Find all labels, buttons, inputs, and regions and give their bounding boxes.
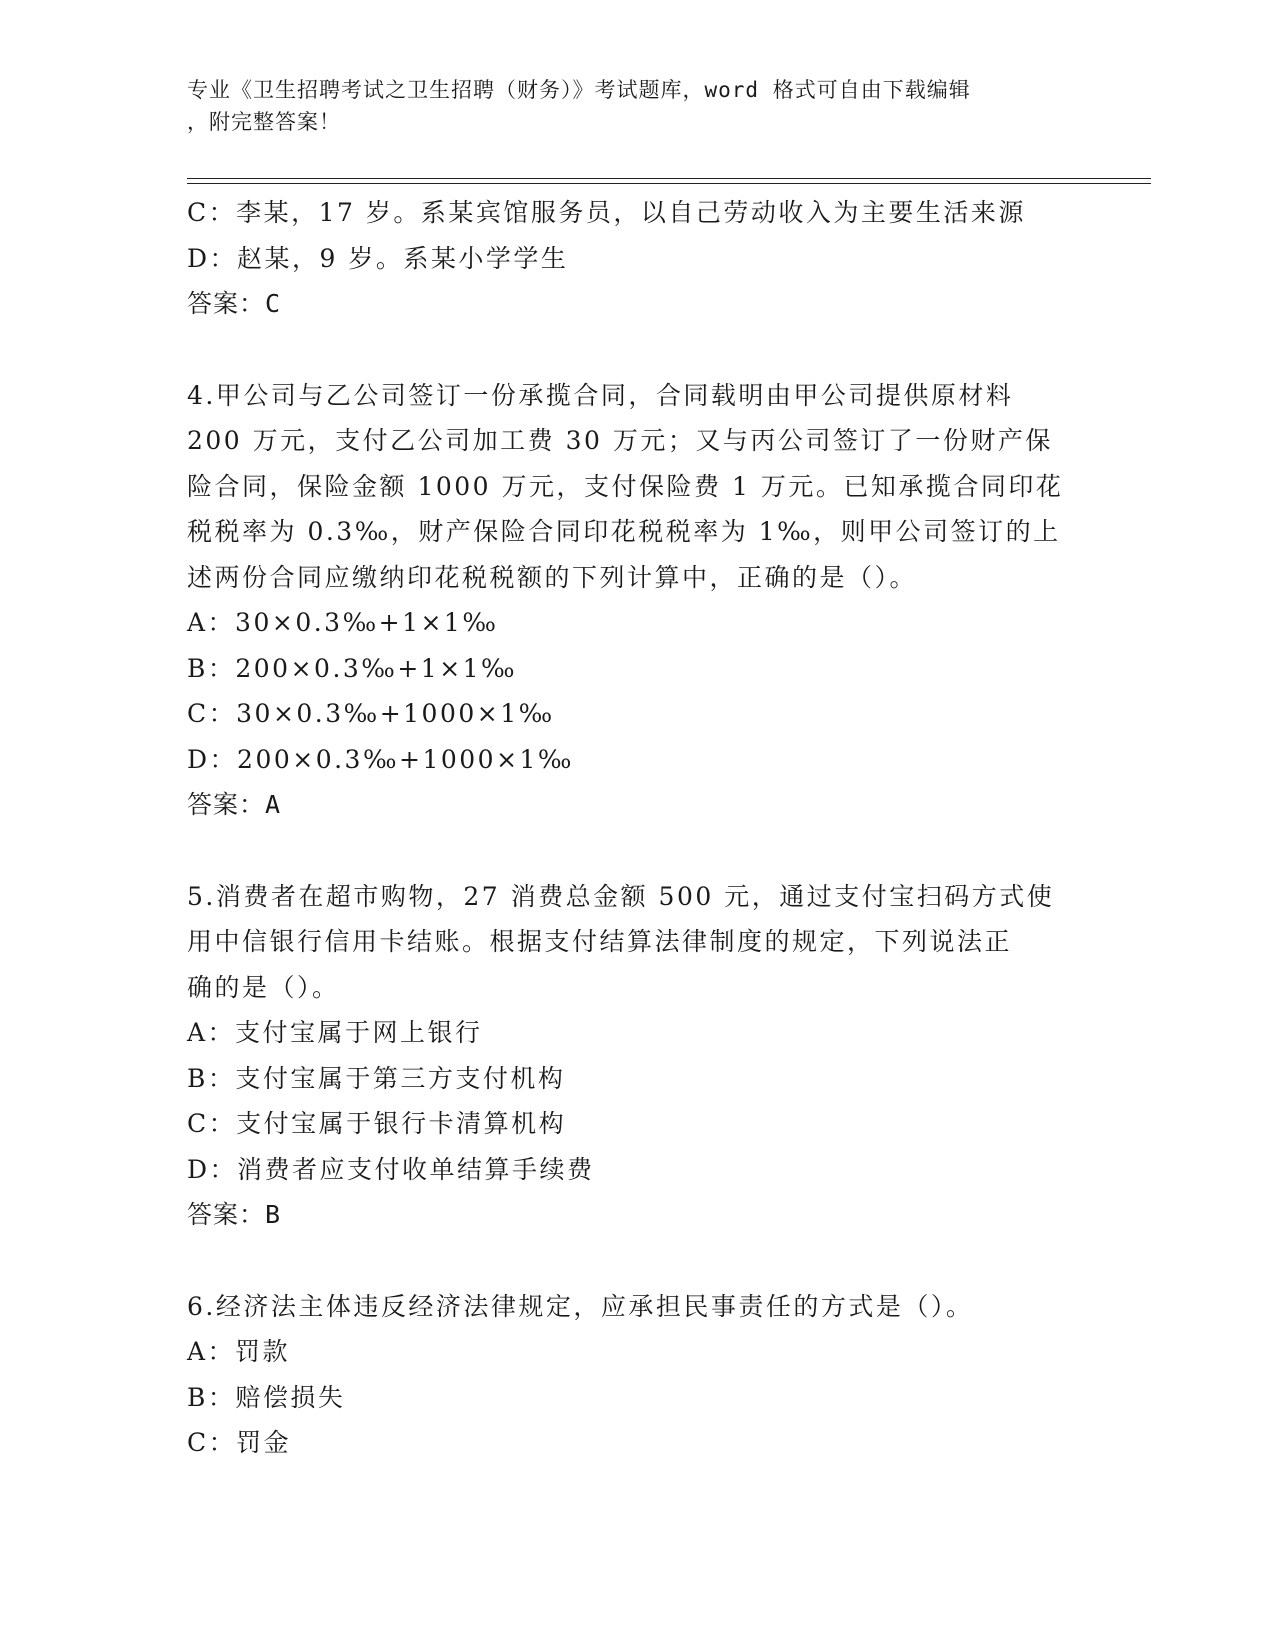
question-stem-line: 用中信银行信用卡结账。根据支付结算法律制度的规定，下列说法正: [187, 927, 1013, 956]
spacer: [187, 828, 1087, 874]
question-stem-line: 6.经济法主体违反经济法律规定，应承担民事责任的方式是（）。: [187, 1291, 974, 1321]
option-b: B：支付宝属于第三方支付机构: [187, 1063, 566, 1093]
option-c: C：李某，17 岁。系某宾馆服务员，以自己劳动收入为主要生活来源: [187, 198, 1026, 227]
option-a: A：30×0.3‰+1×1‰: [187, 608, 499, 637]
question-stem-line: 确的是（）。: [187, 972, 340, 1002]
option-a: A：罚款: [187, 1337, 291, 1366]
spacer: [187, 1238, 1087, 1284]
option-c: C：30×0.3‰+1000×1‰: [187, 699, 555, 728]
answer-line: 答案：C: [187, 289, 282, 318]
option-b: B：赔偿损失: [187, 1382, 346, 1412]
header-line-2: ，附完整答案！: [187, 110, 341, 134]
option-d: D：200×0.3‰+1000×1‰: [187, 744, 574, 774]
answer-line: 答案：A: [187, 790, 282, 819]
header-divider-bottom: [187, 183, 1151, 184]
option-a: A：支付宝属于网上银行: [187, 1018, 483, 1047]
option-d: D：赵某，9 岁。系某小学学生: [187, 243, 569, 273]
option-c: C：支付宝属于银行卡清算机构: [187, 1109, 567, 1138]
question-stem-line: 险合同，保险金额 1000 万元，支付保险费 1 万元。已知承揽合同印花: [187, 471, 1064, 501]
answer-line: 答案：B: [187, 1200, 282, 1229]
question-stem-line: 税税率为 0.3‰，财产保险合同印花税税率为 1‰，则甲公司签订的上: [187, 517, 1061, 546]
option-b: B：200×0.3‰+1×1‰: [187, 653, 518, 683]
question-6: [187, 1284, 1087, 1466]
header-line-1: 专业《卫生招聘考试之卫生招聘（财务）》考试题库，word 格式可自由下载编辑: [187, 78, 971, 102]
question-3: [187, 190, 1087, 327]
spacer: [187, 327, 1087, 373]
question-5: [187, 874, 1087, 1238]
header-divider-top: [187, 178, 1151, 179]
question-4: [187, 373, 1087, 828]
question-stem-line: 4.甲公司与乙公司签订一份承揽合同，合同载明由甲公司提供原材料: [187, 380, 1014, 410]
question-stem-line: 200 万元，支付乙公司加工费 30 万元；又与丙公司签订了一份财产保: [187, 426, 1053, 455]
document-body: [187, 190, 1087, 1466]
document-header: [187, 74, 1067, 138]
question-stem-line: 述两份合同应缴纳印花税税额的下列计算中，正确的是（）。: [187, 562, 918, 592]
option-c: C：罚金: [187, 1428, 292, 1457]
option-d: D：消费者应支付收单结算手续费: [187, 1154, 595, 1184]
question-stem-line: 5.消费者在超市购物，27 消费总金额 500 元，通过支付宝扫码方式使: [187, 881, 1055, 911]
